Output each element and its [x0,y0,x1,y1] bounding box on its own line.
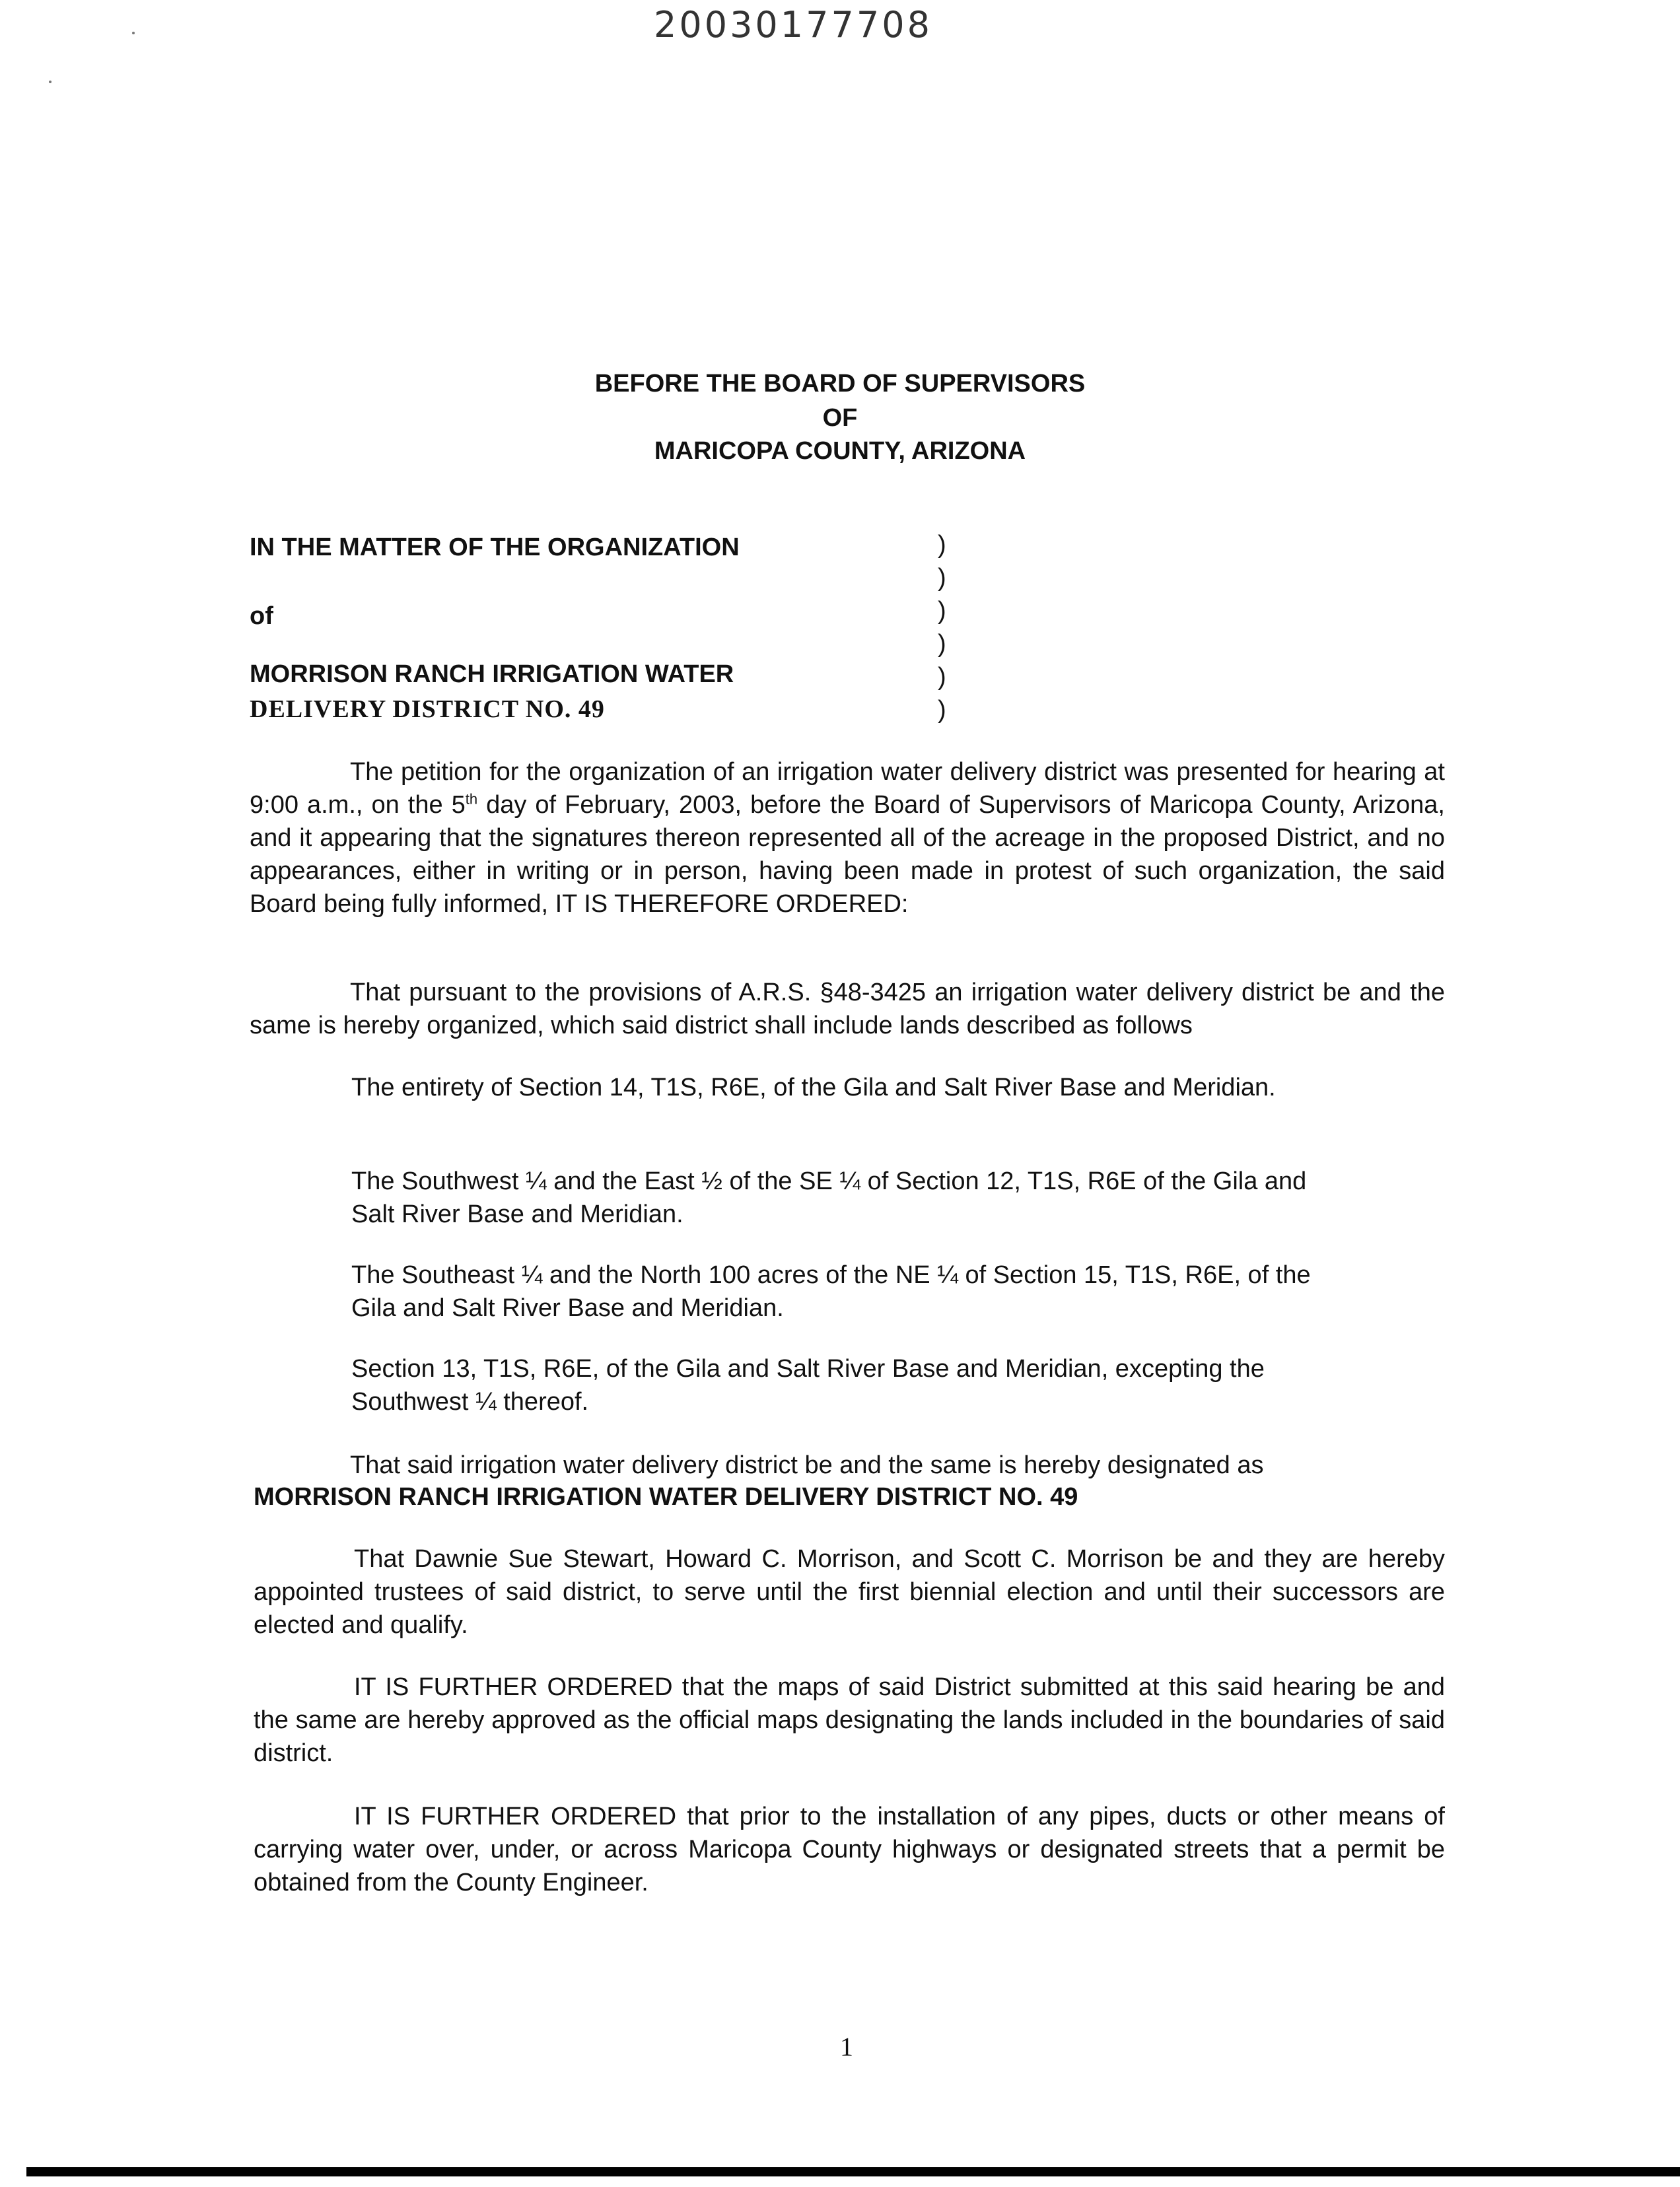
caption-paren: ) [938,531,946,559]
title-line-2: OF [822,404,858,432]
title-line-1: BEFORE THE BOARD OF SUPERVISORS [594,370,1086,398]
caption-line-3: MORRISON RANCH IRRIGATION WATER [250,660,734,688]
caption-paren: ) [938,564,946,592]
land-description: The entirety of Section 14, T1S, R6E, of the Gila and Salt River Base and Meridian. [351,1074,1276,1101]
caption-line-2: of [250,602,273,630]
designation-paragraph: That said irrigation water delivery district be and the same is hereby designated as [350,1451,1264,1479]
scan-speck [49,81,52,83]
page-number: 1 [840,2032,853,2062]
trustees-paragraph: That Dawnie Sue Stewart, Howard C. Morrison, and Scott C. Morrison be and they are hereby appointed trustees of said district, to serve until the first biennial election and until their successors are elected and qualify. [254,1545,1445,1639]
land-description: The Southwest ¼ and the East ½ of the SE ¼ of Section 12, T1S, R6E of the Gila and Salt River Base and Meridian. [351,1167,1307,1228]
caption-paren: ) [938,663,946,691]
petition-text-a: The petition for the organization of an irrigation water delivery district was presented for hearing at 9:00 a.m., on the 5 [250,758,1445,819]
bottom-rule [26,2167,1680,2176]
petition-text-b: day of February, 2003, before the Board of Supervisors of Maricopa County, Arizona, and it appearing that the signatures thereon represented all of the acreage in the proposed District, and no appearances, either in writing or in person, having been made in protest of such organization, the said Board being fully informed, IT IS THEREFORE ORDERED: [250,791,1445,918]
organization-paragraph: That pursuant to the provisions of A.R.S. §48-3425 an irrigation water delivery district be and the same is hereby organized, which said district shall include lands described as follows [250,979,1445,1039]
caption-line-1: IN THE MATTER OF THE ORGANIZATION [250,534,740,561]
land-description: Section 13, T1S, R6E, of the Gila and Salt River Base and Meridian, excepting the Southwest ¼ thereof. [351,1355,1265,1416]
district-name: MORRISON RANCH IRRIGATION WATER DELIVERY DISTRICT NO. 49 [254,1483,1078,1511]
scan-speck [132,32,135,34]
document-number: 20030177708 [654,4,932,46]
caption-paren: ) [938,597,946,625]
petition-superscript: th [465,790,478,808]
land-description: The Southeast ¼ and the North 100 acres of the NE ¼ of Section 15, T1S, R6E, of the Gila and Salt River Base and Meridian. [351,1261,1311,1322]
petition-paragraph [250,755,1445,920]
title-line-3: MARICOPA COUNTY, ARIZONA [654,437,1026,465]
caption-line-4: DELIVERY DISTRICT NO. 49 [250,695,605,723]
caption-paren: ) [938,630,946,658]
maps-order-paragraph: IT IS FURTHER ORDERED that the maps of said District submitted at this said hearing be and the same are hereby approved as the official maps designating the lands included in the boundaries of said district. [254,1673,1445,1767]
caption-paren: ) [938,696,946,724]
caption-parentheses [938,528,946,726]
permit-order-paragraph: IT IS FURTHER ORDERED that prior to the installation of any pipes, ducts or other means of carrying water over, under, or across Maricopa County highways or designated streets that a permit be obtained from the County Engineer. [254,1803,1445,1896]
